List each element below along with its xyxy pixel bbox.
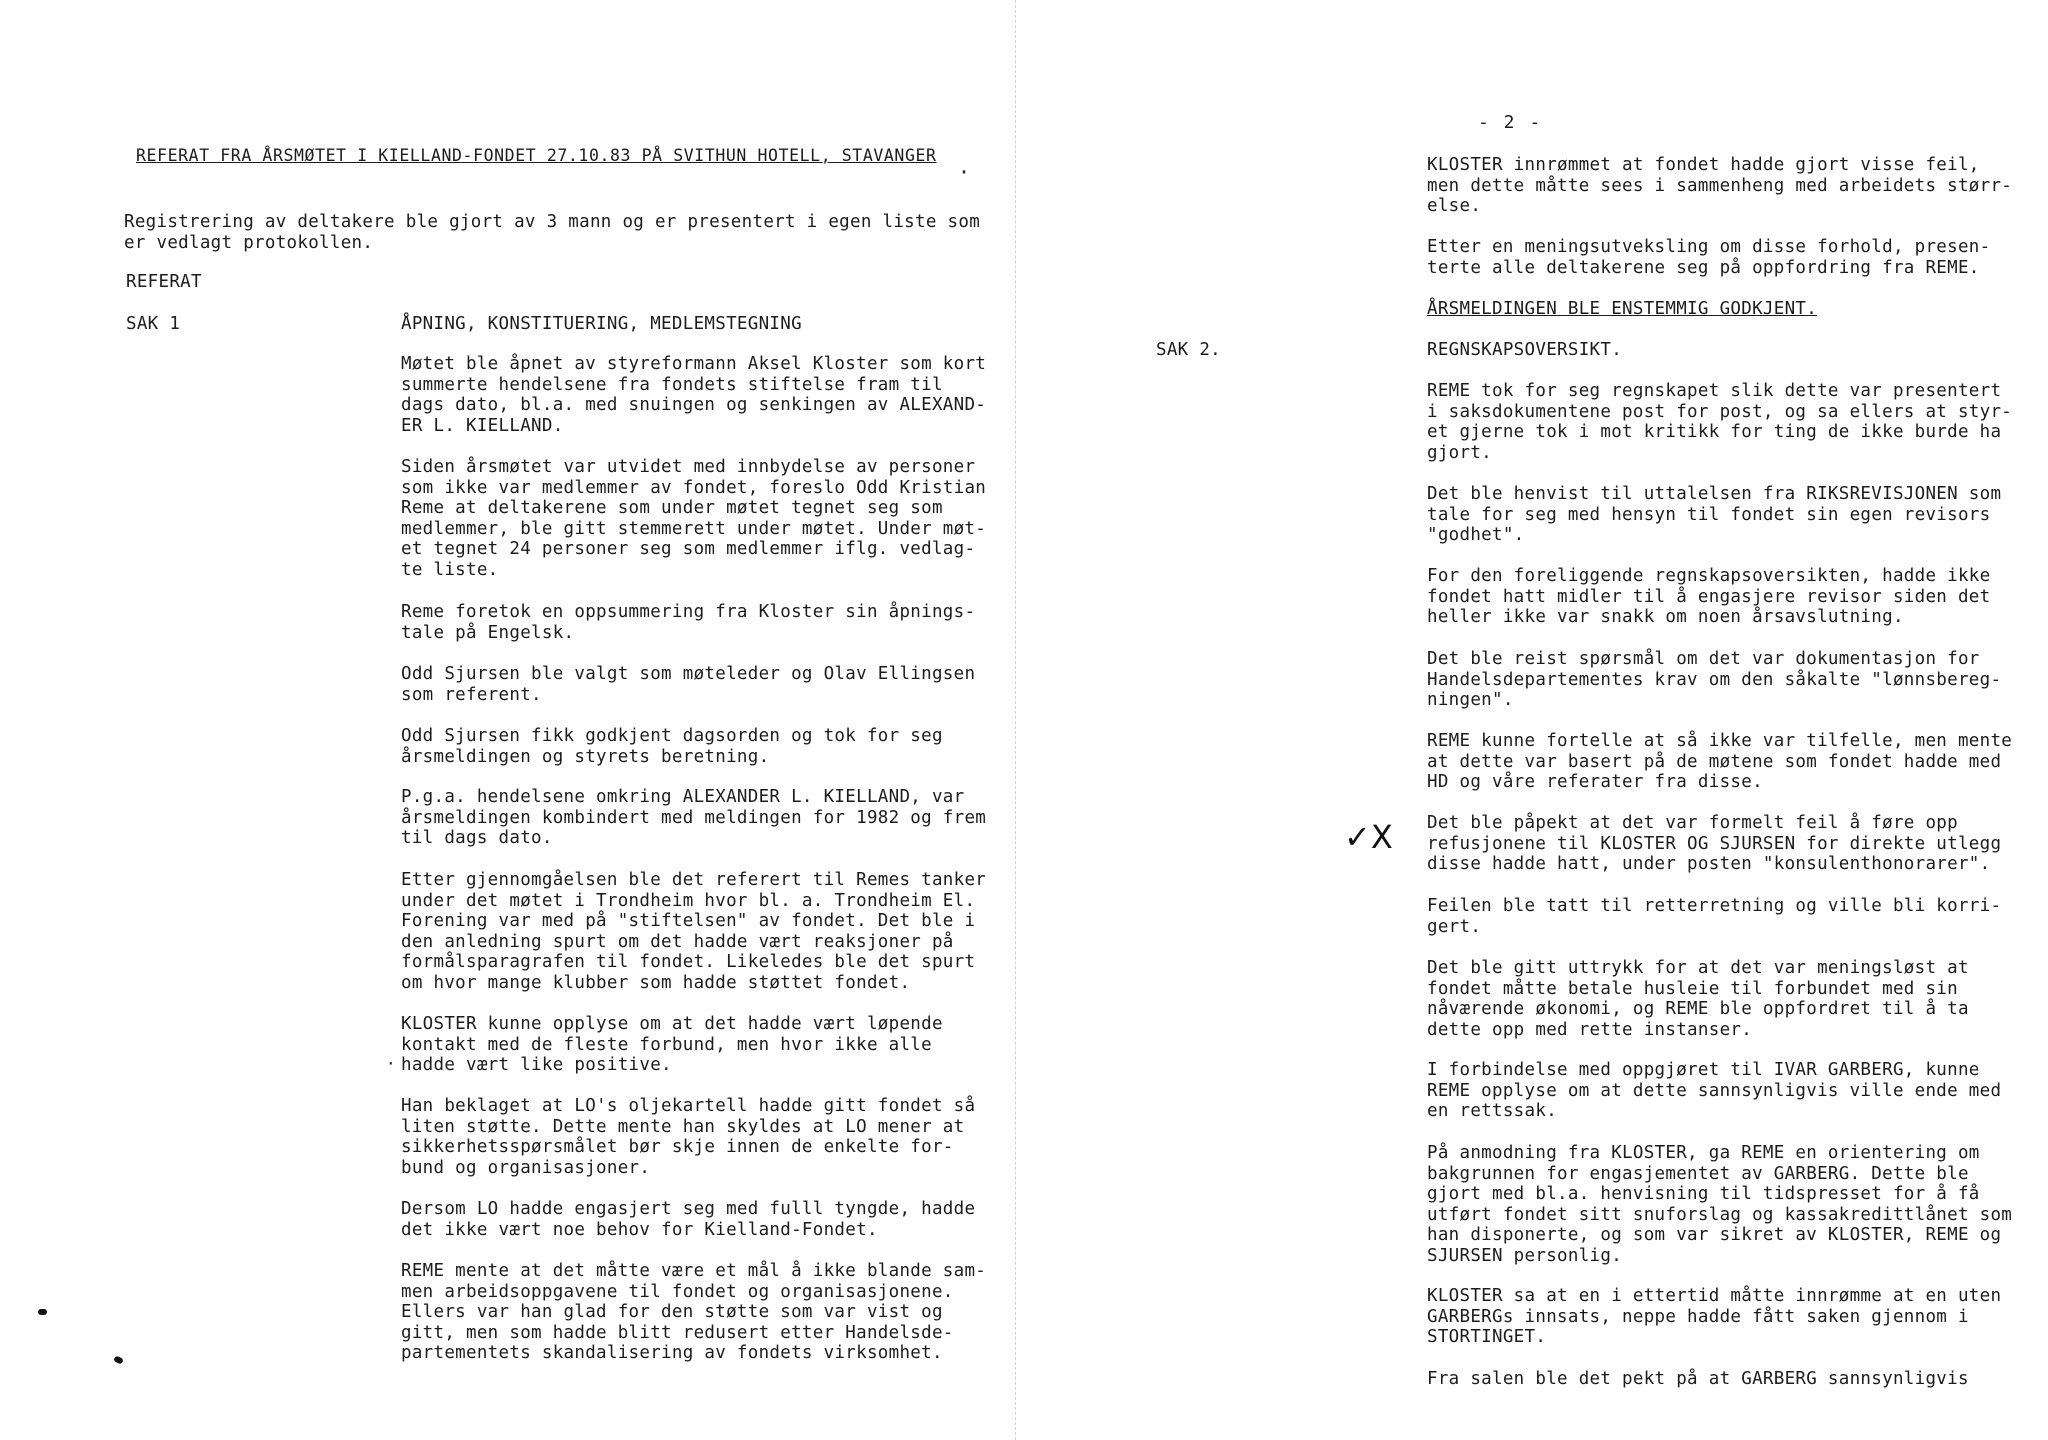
paragraph: REME kunne fortelle at så ikke var tilfelle, men mente at dette var basert på de møtene som fondet hadde med HD og våre referater fra disse. [1427,731,2013,792]
paragraph: Møtet ble åpnet av styreformann Aksel Kloster som kort summerte hendelsene fra fondets stiftelse fram til dags dato, bl.a. med snuingen og senkingen av ALEXAND- ER L. KIELLAND. [401,354,987,436]
paragraph: Fra salen ble det pekt på at GARBERG sannsynligvis [1427,1369,1969,1389]
paragraph: Etter gjennomgåelsen ble det referert til Remes tanker under det møtet i Trondheim hvor bl. a. Trondheim El. Forening var med på "stiftelsen" av fondet. Det ble i den anledning spurt om det hadde vært reaksjoner på formålsparagrafen til fondet. Likeledes ble det spurt om hvor mange klubber som hadde støttet fondet. [401,870,987,993]
paragraph: Odd Sjursen ble valgt som møteleder og Olav Ellingsen som referent. [401,664,976,705]
document-title: REFERAT FRA ÅRSMØTET I KIELLAND-FONDET 27.10.83 PÅ SVITHUN HOTELL, STAVANGER [136,146,937,165]
margin-mark [38,1309,47,1315]
paragraph: Det ble påpekt at det var formelt feil å føre opp refusjonene til KLOSTER OG SJURSEN for direkte utlegg disse hadde hatt, under posten "konsulenthonorarer". [1427,813,2002,874]
paragraph: Dersom LO hadde engasjert seg med fulll tyngde, hadde det ikke vært noe behov for Kielland-Fondet. [401,1199,976,1240]
paragraph: REME mente at det måtte være et mål å ikke blande sam- men arbeidsoppgavene til fondet og organisasjonene. Ellers var han glad for den støtte som var vist og gitt, men som hadde blitt redusert etter Handelsde- partementets skandalisering av fondets virksomhet. [401,1261,987,1363]
paragraph: Odd Sjursen fikk godkjent dagsorden og tok for seg årsmeldingen og styrets beretning. [401,726,943,767]
sak1-label: SAK 1 [126,314,181,334]
approval-heading: ÅRSMELDINGEN BLE ENSTEMMIG GODKJENT. [1427,299,1818,319]
handwritten-check-mark: ✓X [1344,818,1393,856]
paragraph: På anmodning fra KLOSTER, ga REME en orientering om bakgrunnen for engasjementet av GARBERG. Dette ble gjort med bl.a. henvisning til tidspresset for å få utført fondet sitt snuforslag og kassakredittlånet som han disponerte, og som var sikret av KLOSTER, REME og SJURSEN personlig. [1427,1143,2013,1266]
page-number: - 2 - [1478,112,1543,133]
right-page [1016,0,2048,1440]
paragraph: Feilen ble tatt til retterretning og ville bli korri- gert. [1427,896,2002,937]
sak2-label: SAK 2. [1156,340,1222,360]
paragraph: KLOSTER kunne opplyse om at det hadde vært løpende kontakt med de fleste forbund, men hvor ikke alle hadde vært like positive. [401,1014,943,1075]
registration-text: Registrering av deltakere ble gjort av 3 mann og er presentert i egen liste som er vedlagt protokollen. [124,212,981,253]
paragraph: Han beklaget at LO's oljekartell hadde gitt fondet så liten støtte. Dette mente han skyldes at LO mener at sikkerhetsspørsmålet bør skje innen de enkelte for- bund og organisasjoner. [401,1096,976,1178]
sak2-heading: REGNSKAPSOVERSIKT. [1427,340,1623,360]
paragraph: Etter en meningsutveksling om disse forhold, presen- terte alle deltakerene seg på oppfordring fra REME. [1427,237,1991,278]
paragraph: P.g.a. hendelsene omkring ALEXANDER L. KIELLAND, var årsmeldingen kombindert med meldingen for 1982 og frem til dags dato. [401,787,987,848]
paragraph: I forbindelse med oppgjøret til IVAR GARBERG, kunne REME opplyse om at dette sannsynligvis ville ende med en rettssak. [1427,1060,2002,1121]
stray-mark: · [386,1054,396,1073]
paragraph: For den foreliggende regnskapsoversikten, hadde ikke fondet hatt midler til å engasjere revisor siden det heller ikke var snakk om noen årsavslutning. [1427,566,1991,627]
sak1-heading: ÅPNING, KONSTITUERING, MEDLEMSTEGNING [401,314,802,334]
margin-mark [113,1355,124,1364]
paragraph: Reme foretok en oppsummering fra Kloster sin åpnings- tale på Engelsk. [401,602,976,643]
paragraph: REME tok for seg regnskapet slik dette var presentert i saksdokumentene post for post, og sa ellers at styr- et gjerne tok i mot kritikk for ting de ikke burde ha gjort. [1427,381,2013,463]
paragraph: Det ble reist spørsmål om det var dokumentasjon for Handelsdepartementes krav om den såkalte "lønnsbereg- ningen". [1427,649,2002,710]
left-page [0,0,1015,1440]
paragraph: Det ble henvist til uttalelsen fra RIKSREVISJONEN som tale for seg med hensyn til fondet sin egen revisors "godhet". [1427,484,2002,545]
paragraph: Det ble gitt uttrykk for at det var meningsløst at fondet måtte betale husleie til forbundet med sin nåværende økonomi, og REME ble oppfordret til å ta dette opp med rette instanser. [1427,958,1969,1040]
paragraph: KLOSTER innrømmet at fondet hadde gjort visse feil, men dette måtte sees i sammenheng med arbeidets størr- else. [1427,155,2013,216]
paragraph: Siden årsmøtet var utvidet med innbydelse av personer som ikke var medlemmer av fondet, foreslo Odd Kristian Reme at deltakerene som under møtet tegnet seg som medlemmer, ble gitt stemmerett under møtet. Under møt- et tegnet 24 personer seg som medlemmer iflg. vedlag- te liste. [401,457,987,580]
section-label: REFERAT [126,272,202,292]
paragraph: KLOSTER sa at en i ettertid måtte innrømme at en uten GARBERGs innsats, neppe hadde fått saken gjennom i STORTINGET. [1427,1286,2002,1347]
stray-mark: · [958,160,971,184]
